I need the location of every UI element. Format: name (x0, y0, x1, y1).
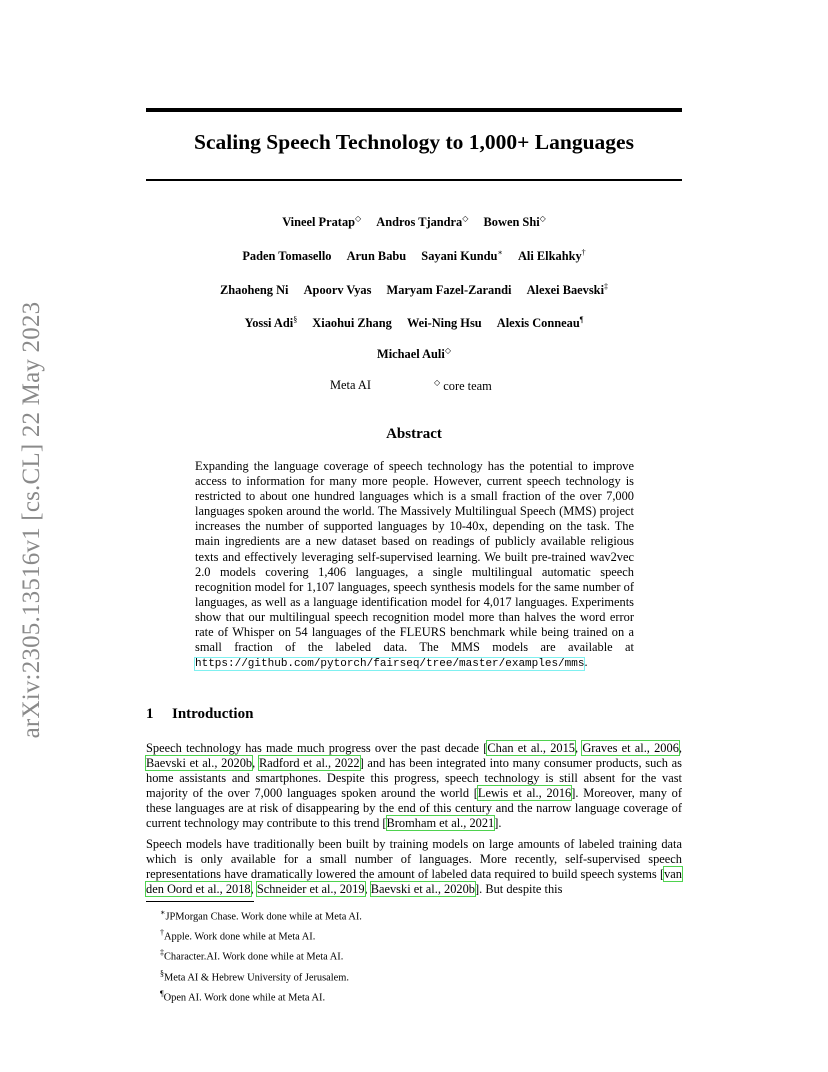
citation-link[interactable]: Baevski et al., 2020b (370, 882, 475, 897)
citation-link[interactable]: Lewis et al., 2016 (477, 786, 572, 801)
section-title: Introduction (172, 706, 254, 722)
author: Alexis Conneau¶ (496, 315, 584, 331)
citation-link[interactable]: van den Oord et al., 2018 (146, 867, 682, 897)
citation-link[interactable]: Graves et al., 2006 (582, 741, 679, 755)
footnote: ‡Character.AI. Work done while at Meta AI. (160, 948, 344, 963)
author: Alexei Baevski‡ (526, 282, 609, 298)
citation-link[interactable]: Baevski et al., 2020b (146, 756, 253, 771)
author: Michael Auli◇ (377, 346, 451, 362)
paper-title: Scaling Speech Technology to 1,000+ Languages (194, 130, 634, 154)
intro-paragraph-1: Speech technology has made much progress over the past decade [Chan et al., 2015, Graves et al., 2006, Baevski et al., 2020b, Radford et al., 2022] and has been integrated into many consumer products, such as home assistants and smartphones. Despite this progress, speech technology is still absent for the vast majority of the over 7,000 languages spoken around the world [Lewis et al., 2016]. Moreover, many of these languages are at risk of disappearing by the end of this century and the narrow language coverage of current technology may contribute to this trend [Bromham et al., 2021]. (146, 741, 683, 831)
author: Vineel Pratap◇ (282, 214, 362, 230)
author-line-3 (146, 282, 682, 298)
author: Xiaohui Zhang (312, 316, 392, 331)
affiliation-org: Meta AI (330, 378, 371, 392)
author: Maryam Fazel-Zarandi (386, 283, 512, 298)
footnote: ∗JPMorgan Chase. Work done while at Meta AI. (160, 908, 362, 923)
author-line-5 (146, 346, 682, 362)
intro-paragraph-2: Speech models have traditionally been built by training models on large amounts of labeled training data which is only available for a small number of languages. More recently, self-supervised speech representations have dramatically lowered the amount of labeled data required to build speech systems [van den Oord et al., 2018, Schneider et al., 2019, Baevski et al., 2020b]. But despite this (146, 837, 682, 897)
author: Apoorv Vyas (303, 283, 372, 298)
citation-link[interactable]: Chan et al., 2015 (487, 741, 576, 755)
author: Sayani Kundu∗ (421, 248, 503, 264)
citation-link[interactable]: Bromham et al., 2021 (386, 816, 495, 831)
author-line-1 (146, 214, 682, 230)
title-bottom-rule (146, 179, 682, 181)
arxiv-identifier-text: arXiv:2305.13516v1 [cs.CL] 22 May 2023 (18, 301, 45, 739)
author: Zhaoheng Ni (219, 283, 289, 298)
footnote-rule (146, 901, 254, 902)
core-team-note: ◇ core team (434, 378, 492, 394)
citation-link[interactable]: Schneider et al., 2019 (256, 882, 365, 897)
arxiv-identifier-stamp (8, 280, 56, 760)
footnote: †Apple. Work done while at Meta AI. (160, 928, 316, 943)
author: Ali Elkahky† (517, 248, 586, 264)
section-heading (146, 706, 253, 723)
github-link[interactable]: https://github.com/pytorch/fairseq/tree/master/examples/mms (195, 658, 585, 671)
abstract-text: Expanding the language coverage of speech technology has the potential to improve access to information for many more people. However, current speech technology is restricted to about one hundred languages which is a small fraction of the over 7,000 languages spoken around the world. The Massively Multilingual Speech (MMS) project increases the number of supported languages by 10-40x, depending on the task. The main ingredients are a new dataset based on readings of publicly available religious texts and effectively leveraging self-supervised learning. We built pre-trained wav2vec 2.0 models covering 1,406 languages, a single multilingual automatic speech recognition model for 1,107 languages, speech synthesis models for the same number of languages, as well as a language identification model for 4,017 languages. Experiments show that our multilingual speech recognition model more than halves the word error rate of Whisper on 54 languages of the FLEURS benchmark while being trained on a small fraction of the labeled data. The MMS models are available at https://github.com/pytorch/fairseq/tree/master/examples/mms. (195, 459, 634, 671)
author: Yossi Adi§ (244, 315, 298, 331)
footnote: ¶Open AI. Work done while at Meta AI. (160, 988, 326, 1004)
citation-link[interactable]: Radford et al., 2022 (258, 756, 360, 771)
author: Andros Tjandra◇ (376, 214, 469, 230)
abstract-heading: Abstract (386, 426, 442, 442)
author: Bowen Shi◇ (483, 214, 546, 230)
footnotes (160, 905, 362, 1006)
section-number: 1 (146, 706, 154, 722)
author: Wei-Ning Hsu (406, 316, 482, 331)
author-line-2 (146, 248, 682, 264)
title-top-rule (146, 108, 682, 112)
author: Paden Tomasello (242, 249, 332, 264)
footnote: §Meta AI & Hebrew University of Jerusalem. (160, 968, 349, 983)
author: Arun Babu (346, 249, 407, 264)
author-line-4 (146, 315, 682, 331)
